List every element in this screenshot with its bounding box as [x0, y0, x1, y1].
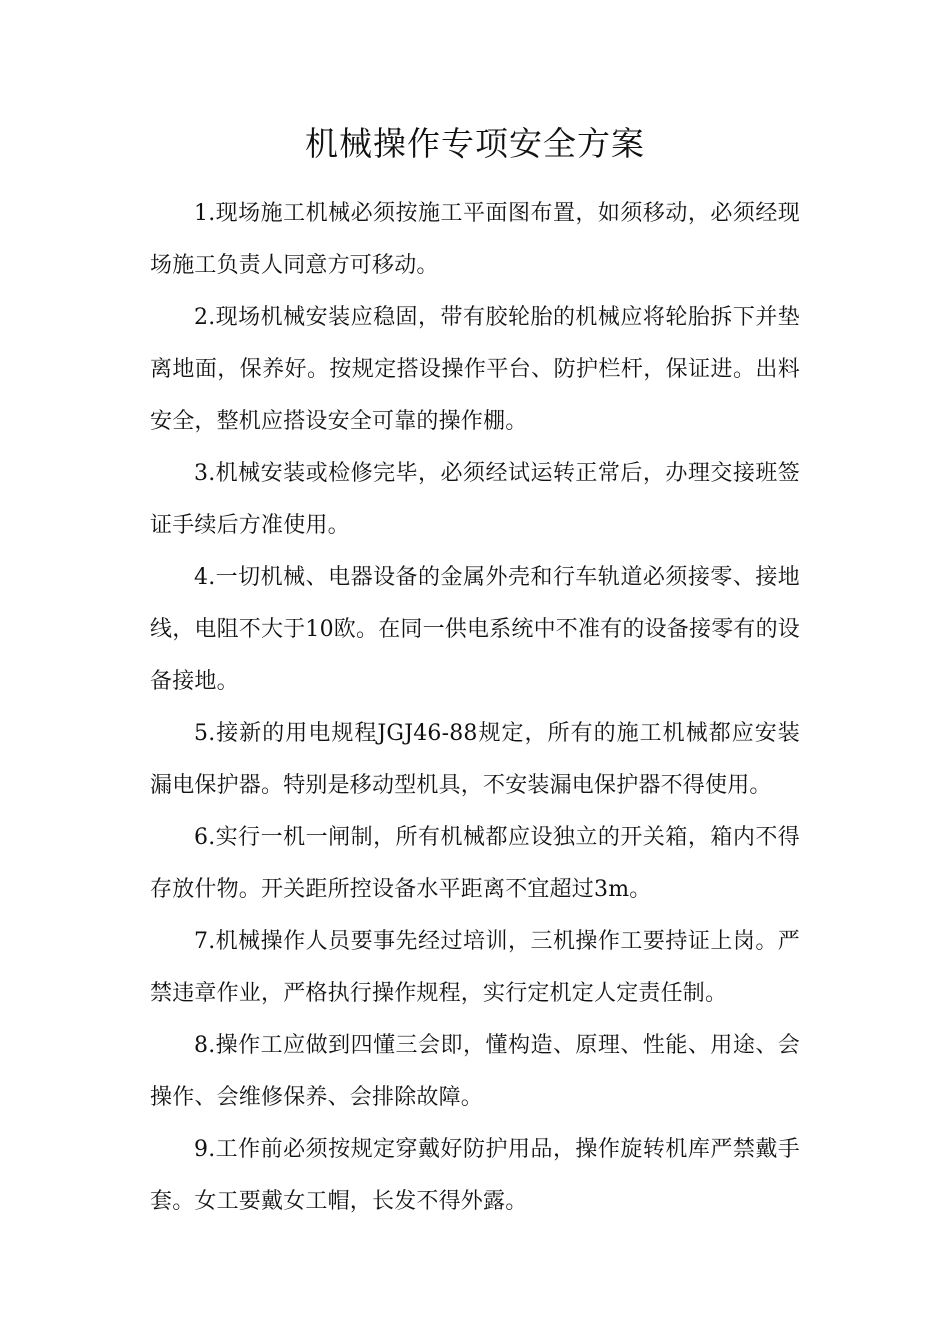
paragraph-5: 5.接新的用电规程JGJ46-88规定，所有的施工机械都应安装漏电保护器。特别是移动型机具，不安装漏电保护器不得使用。 — [150, 721, 800, 798]
paragraph-9: 9.工作前必须按规定穿戴好防护用品，操作旋转机库严禁戴手套。女工要戴女工帽，长发不得外露。 — [150, 1137, 800, 1214]
paragraph-1: 1.现场施工机械必须按施工平面图布置，如须移动，必须经现场施工负责人同意方可移动。 — [150, 201, 800, 278]
paragraph-6: 6.实行一机一闸制，所有机械都应设独立的开关箱，箱内不得存放什物。开关距所控设备水平距离不宜超过3m。 — [150, 825, 800, 902]
paragraph-2: 2.现场机械安装应稳固，带有胶轮胎的机械应将轮胎拆下并垫离地面，保养好。按规定搭设操作平台、防护栏杆，保证进。出料安全，整机应搭设安全可靠的操作棚。 — [150, 305, 800, 434]
paragraph-4: 4.一切机械、电器设备的金属外壳和行车轨道必须接零、接地线，电阻不大于10欧。在同一供电系统中不准有的设备接零有的设备接地。 — [150, 565, 800, 694]
document-body — [150, 188, 800, 1228]
document-title: 机械操作专项安全方案 — [305, 124, 645, 163]
paragraph-7: 7.机械操作人员要事先经过培训，三机操作工要持证上岗。严禁违章作业，严格执行操作规程，实行定机定人定责任制。 — [150, 929, 800, 1006]
paragraph-3: 3.机械安装或检修完毕，必须经试运转正常后，办理交接班签证手续后方准使用。 — [150, 461, 800, 538]
paragraph-8: 8.操作工应做到四懂三会即，懂构造、原理、性能、用途、会操作、会维修保养、会排除故障。 — [150, 1033, 800, 1110]
